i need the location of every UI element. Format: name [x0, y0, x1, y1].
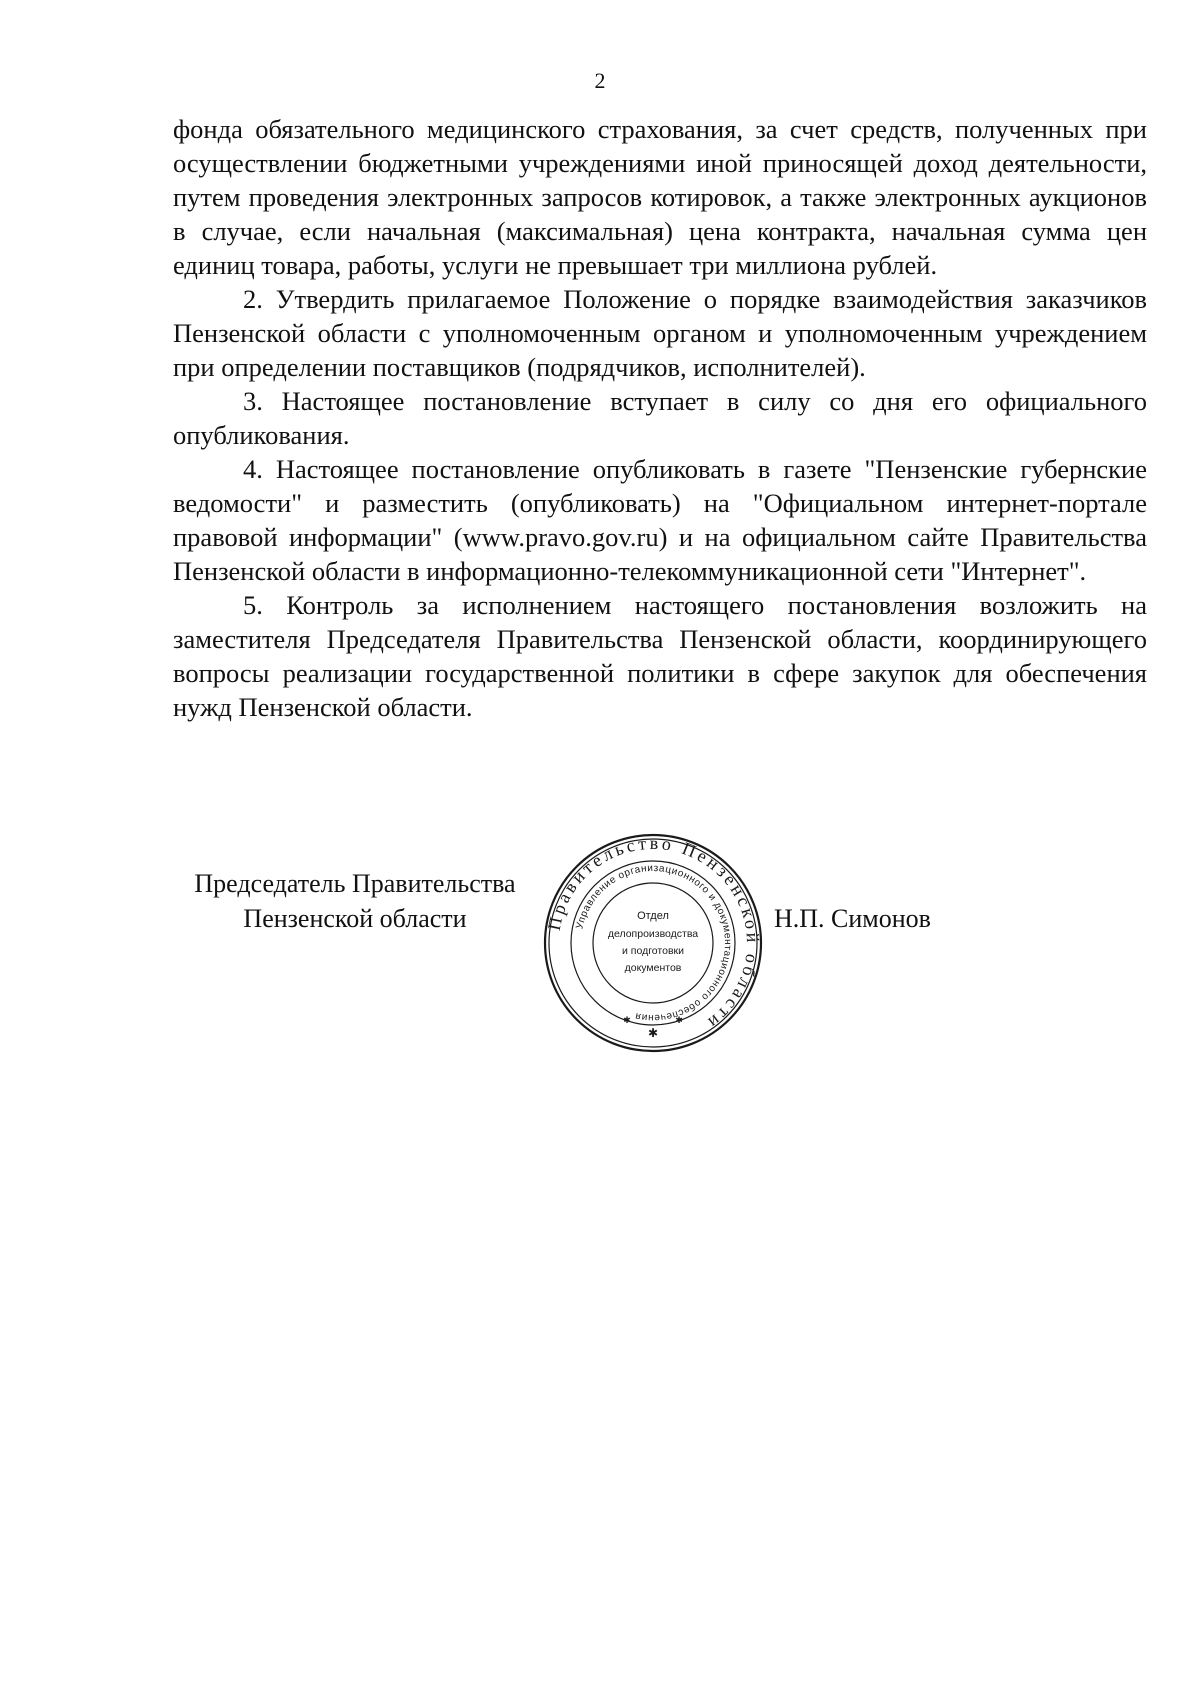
page-number: 2 — [594, 68, 606, 93]
seal-inner-ring — [593, 883, 713, 1003]
signatory-position-line-1: Председатель Правительства — [194, 869, 516, 898]
paragraph-item-2: 2. Утвердить прилагаемое Положение о порядке взаимодействия заказчиков Пензенской области с уполномоченным органом и уполномоченным учреждением при определении поставщиков (подрядчиков, исполнителей). — [173, 284, 1147, 382]
seal-middle-ring — [571, 861, 735, 1025]
signatory-position — [160, 866, 550, 936]
seal-star-icon: ✱ — [623, 1016, 631, 1026]
seal-inner-text: Управление организационного и документационного обеспечения — [574, 862, 734, 1024]
seal-star-icon: ✱ — [647, 1026, 659, 1040]
seal-center-line-3: и подготовки — [622, 945, 684, 957]
seal-center-line-4: документов — [624, 962, 682, 974]
seal-outer-text: Правительство Пензенской области — [543, 832, 764, 1035]
document-body — [173, 112, 1147, 724]
signatory-position-line-2: Пензенской области — [243, 904, 467, 933]
seal-center-line-2: делопроизводства — [607, 928, 699, 940]
paragraph-continuation: фонда обязательного медицинского страхования, за счет средств, полученных при осуществлении бюджетными учреждениями иной приносящей доход деятельности, путем проведения электронных запросов котировок, а также электронных аукционов в случае, если начальная (максимальная) цена контракта, начальная сумма цен единиц товара, работы, услуги не превышает три миллиона рублей. — [173, 114, 1147, 280]
seal-center-line-1: Отдел — [637, 910, 669, 922]
signatory-name: Н.П. Симонов — [774, 904, 931, 933]
seal-star-icon: ✱ — [675, 1016, 683, 1026]
paragraph-item-5: 5. Контроль за исполнением настоящего постановления возложить на заместителя Председателя Правительства Пензенской области, координирующего вопросы реализации государственной политики в сфере закупок для обеспечения нужд Пензенской области. — [173, 590, 1147, 722]
official-seal-stamp — [541, 831, 765, 1055]
paragraph-item-4: 4. Настоящее постановление опубликовать в газете "Пензенские губернские ведомости" и разместить (опубликовать) на "Официальном интернет-портале правовой информации" (www.pravo.gov.ru) и на официальном сайте Правительства Пензенской области в информационно-телекоммуникационной сети "Интернет". — [173, 454, 1147, 586]
paragraph-item-3: 3. Настоящее постановление вступает в силу со дня его официального опубликования. — [173, 386, 1147, 450]
